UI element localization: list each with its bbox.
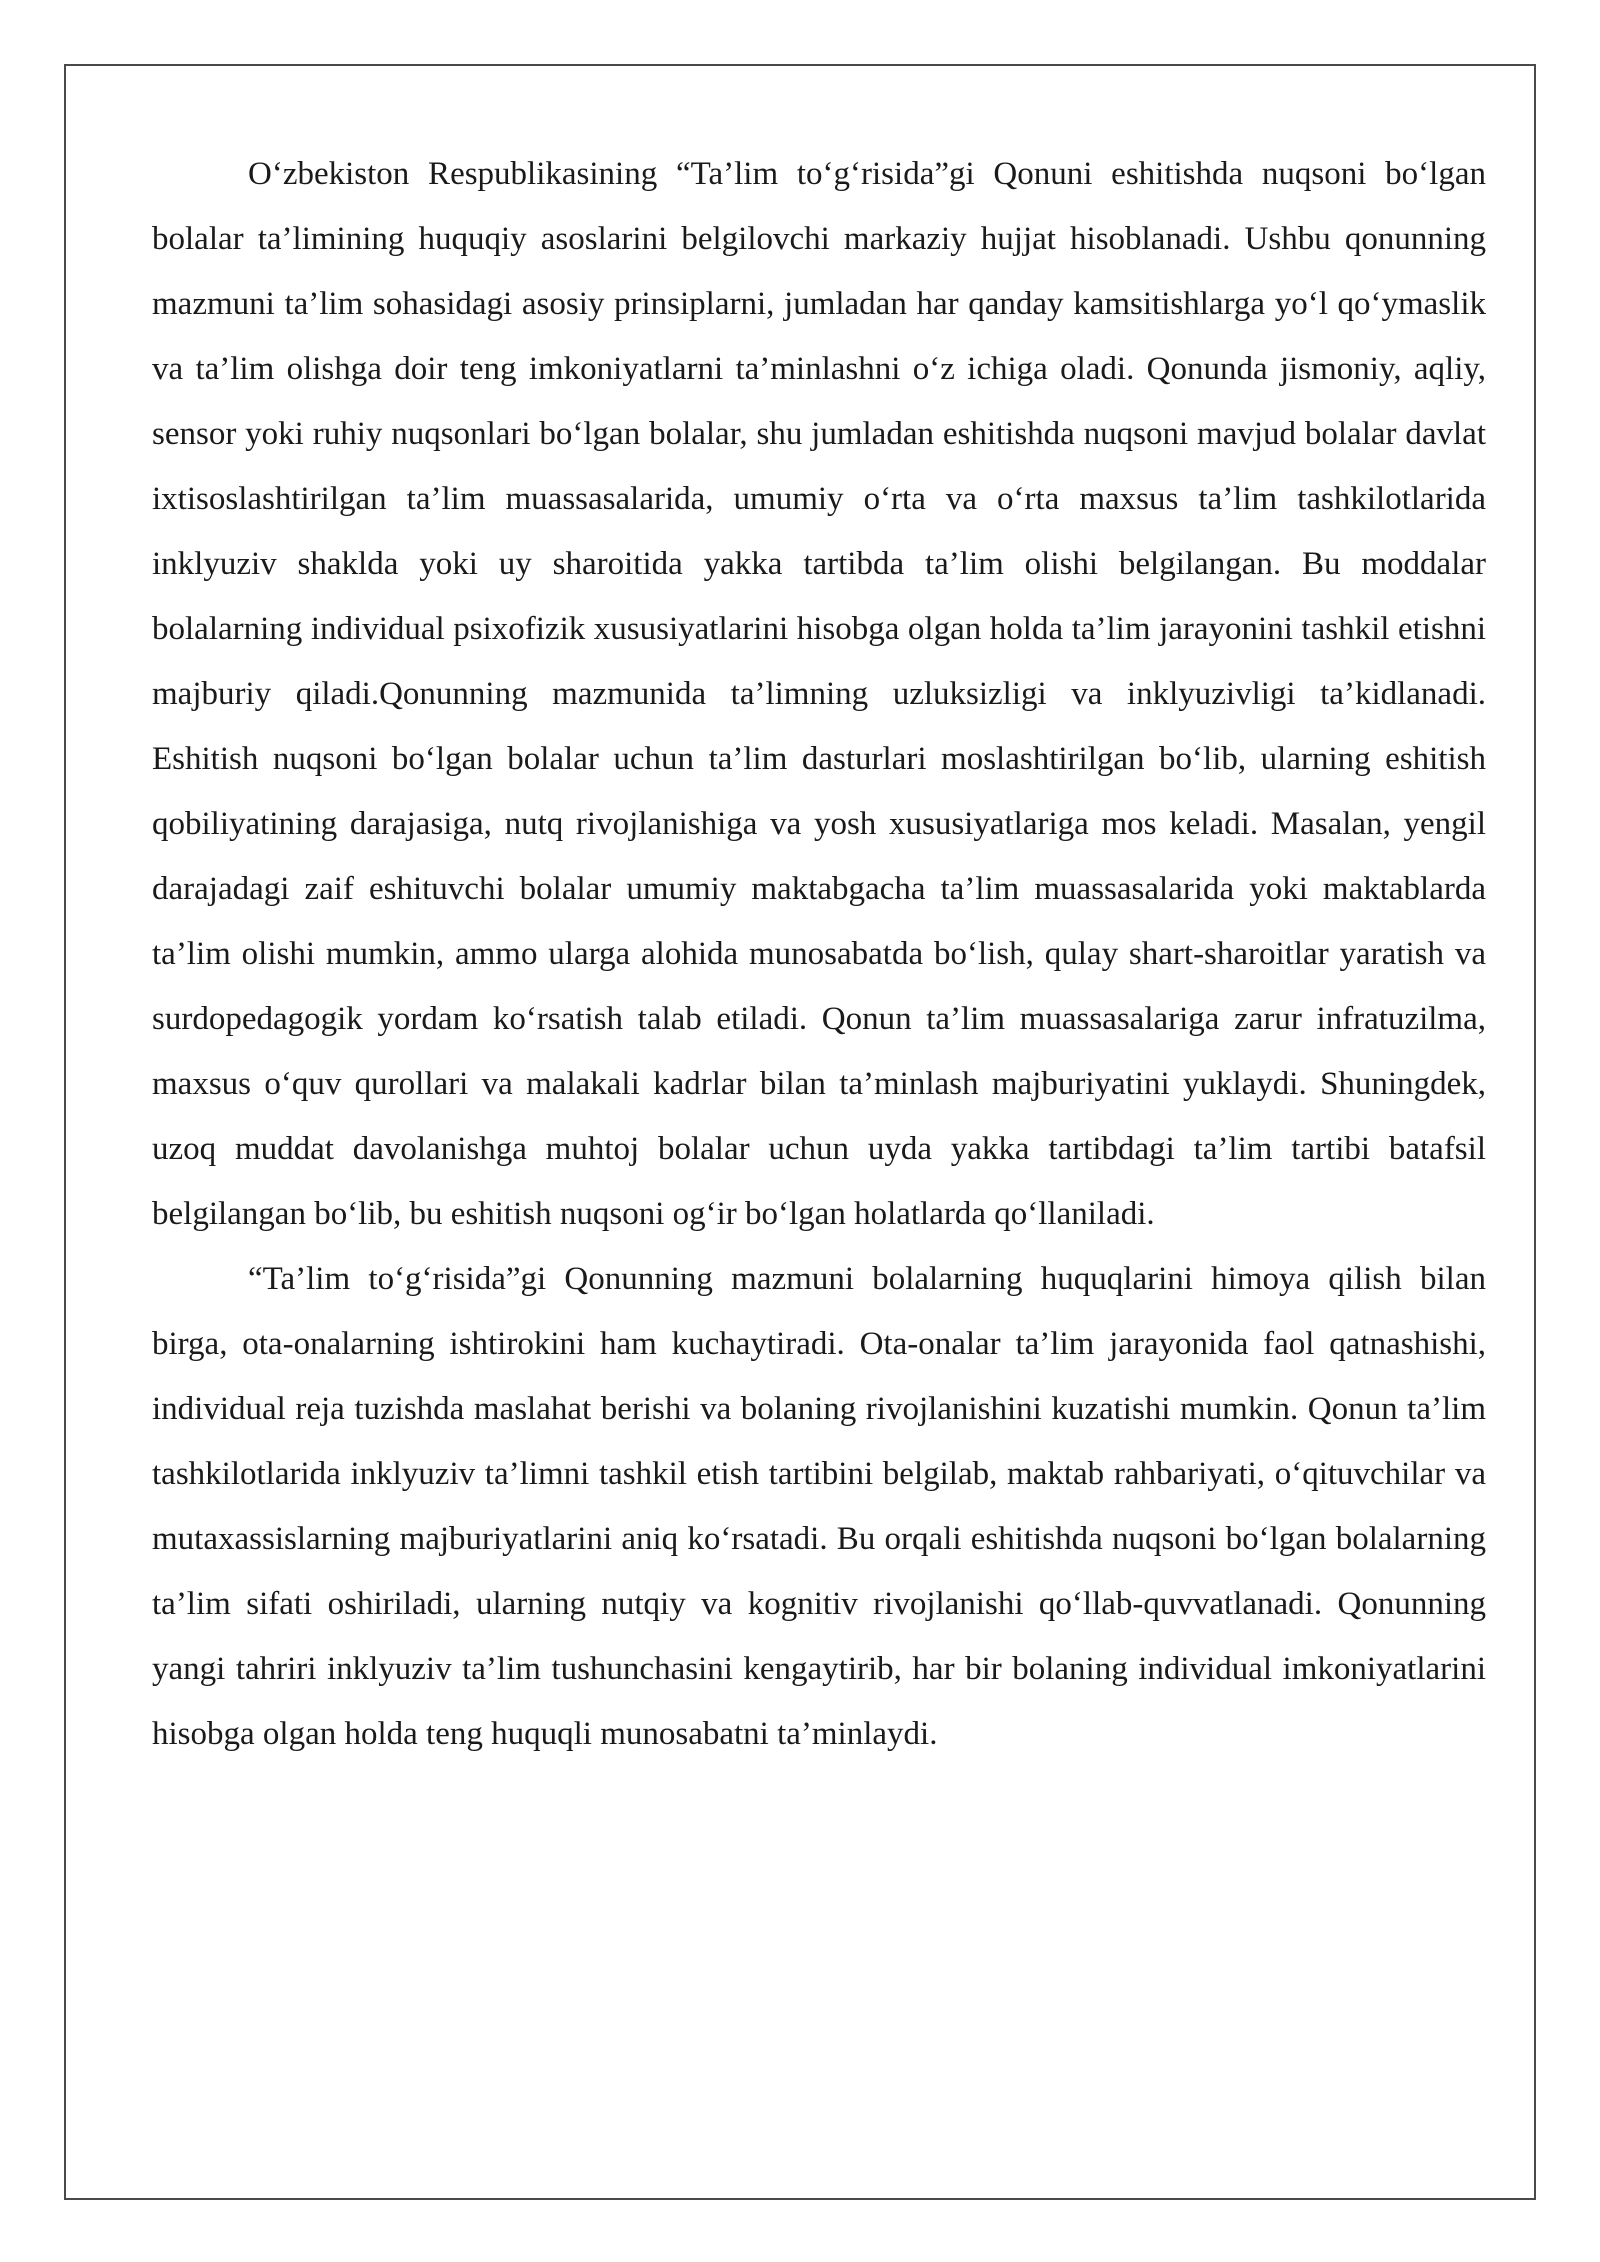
paragraph-2: “Ta’lim to‘g‘risida”gi Qonunning mazmuni bolalarning huquqlarini himoya qilish bilan birga, ota-onalarning ishtirokini ham kuchaytiradi. Ota-onalar ta’lim jarayonida faol qatnashishi, individual reja tuzishda maslahat berishi va bolaning rivojlanishini kuzatishi mumkin. Qonun ta’lim tashkilotlarida inklyuziv ta’limni tashkil etish tartibini belgilab, maktab rahbariyati, o‘qituvchilar va mutaxassislarning majburiyatlarini aniq ko‘rsatadi. Bu orqali eshitishda nuqsoni bo‘lgan bolalarning ta’lim sifati oshiriladi, ularning nutqiy va kognitiv rivojlanishi qo‘llab-quvvatlanadi. Qonunning yangi tahriri inklyuziv ta’lim tushunchasini kengaytirib, har bir bolaning individual imkoniyatlarini hisobga olgan holda teng huquqli munosabatni ta’minlaydi. xyxy=(152,1261,1486,1752)
paragraph-1: O‘zbekiston Respublikasining “Ta’lim to‘g‘risida”gi Qonuni eshitishda nuqsoni bo‘lgan bolalar ta’limining huquqiy asoslarini belgilovchi markaziy hujjat hisoblanadi. Ushbu qonunning mazmuni ta’lim sohasidagi asosiy prinsiplarni, jumladan har qanday kamsitishlarga yo‘l qo‘ymaslik va ta’lim olishga doir teng imkoniyatlarni ta’minlashni o‘z ichiga oladi. Qonunda jismoniy, aqliy, sensor yoki ruhiy nuqsonlari bo‘lgan bolalar, shu jumladan eshitishda nuqsoni mavjud bolalar davlat ixtisoslashtirilgan ta’lim muassasalarida, umumiy o‘rta va o‘rta maxsus ta’lim tashkilotlarida inklyuziv shaklda yoki uy sharoitida yakka tartibda ta’lim olishi belgilangan. Bu moddalar bolalarning individual psixofizik xususiyatlarini hisobga olgan holda ta’lim jarayonini tashkil etishni majburiy qiladi.Qonunning mazmunida ta’limning uzluksizligi va inklyuzivligi ta’kidlanadi. Eshitish nuqsoni bo‘lgan bolalar uchun ta’lim dasturlari moslashtirilgan bo‘lib, ularning eshitish qobiliyatining darajasiga, nutq rivojlanishiga va yosh xususiyatlariga mos keladi. Masalan, yengil darajadagi zaif eshituvchi bolalar umumiy maktabgacha ta’lim muassasalarida yoki maktablarda ta’lim olishi mumkin, ammo ularga alohida munosabatda bo‘lish, qulay shart-sharoitlar yaratish va surdopedagogik yordam ko‘rsatish talab etiladi. Qonun ta’lim muassasalariga zarur infratuzilma, maxsus o‘quv qurollari va malakali kadrlar bilan ta’minlash majburiyatini yuklaydi. Shuningdek, uzoq muddat davolanishga muhtoj bolalar uchun uyda yakka tartibdagi ta’lim tartibi batafsil belgilangan bo‘lib, bu eshitish nuqsoni og‘ir bo‘lgan holatlarda qo‘llaniladi. xyxy=(152,156,1486,1232)
document-body xyxy=(152,142,1486,1767)
